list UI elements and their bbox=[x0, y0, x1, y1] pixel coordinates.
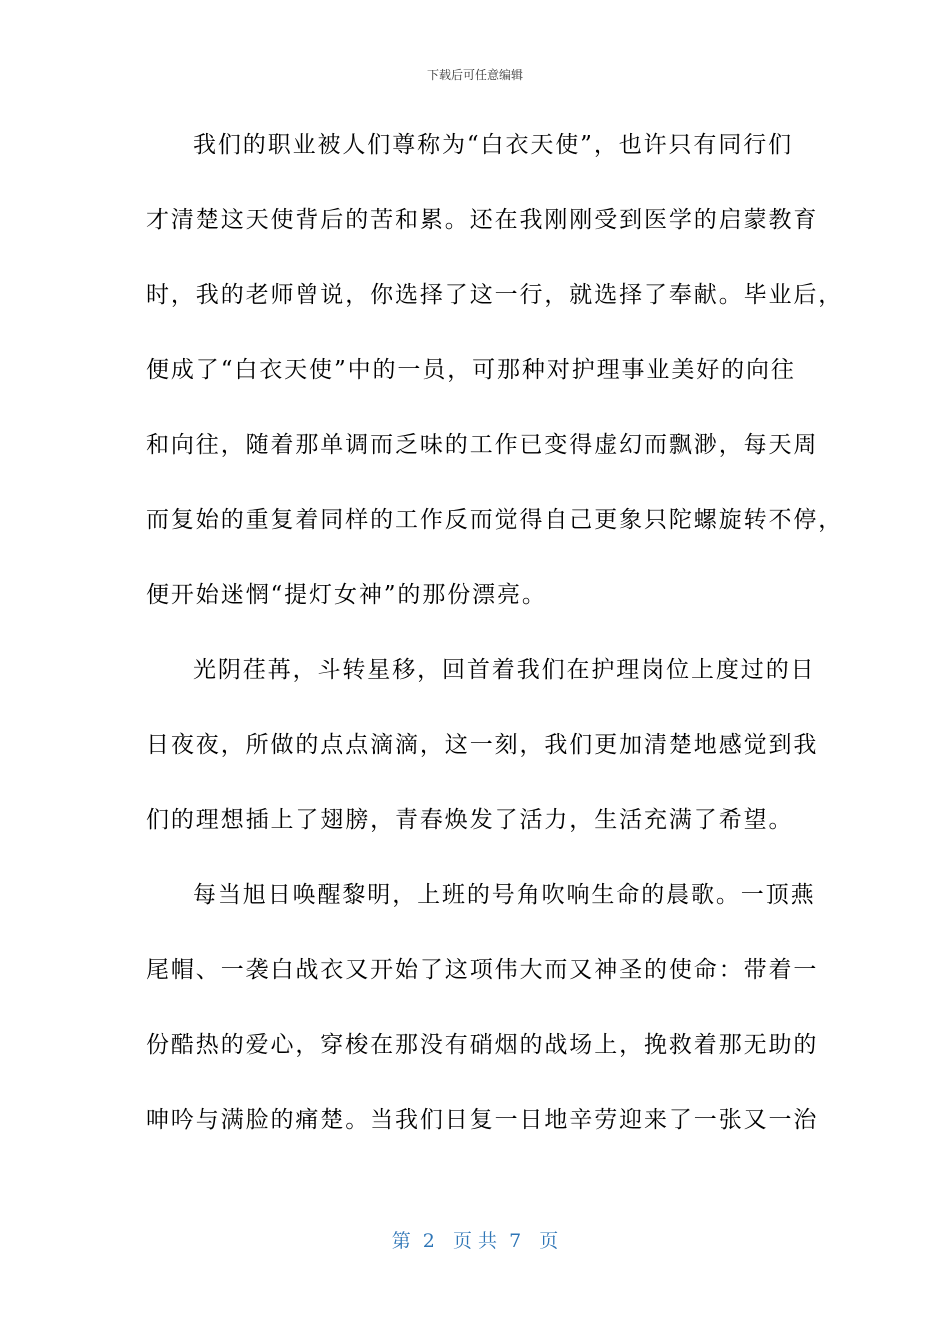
paragraph-1-line-7: 便开始迷惘“提灯女神”的那份漂亮。 bbox=[146, 582, 547, 608]
paragraph-2-line-1: 光阴荏苒，斗转星移，回首着我们在护理岗位上度过的日 bbox=[193, 657, 816, 683]
paragraph-1-line-2: 才清楚这天使背后的苦和累。还在我刚刚受到医学的启蒙教育 bbox=[146, 207, 819, 233]
paragraph-3-line-1: 每当旭日唤醒黎明，上班的号角吹响生命的晨歌。一顶燕 bbox=[193, 882, 816, 908]
paragraph-2-line-3: 们的理想插上了翅膀，青春焕发了活力，生活充满了希望。 bbox=[146, 807, 794, 833]
paragraph-3-line-4: 呻吟与满脸的痛楚。当我们日复一日地辛劳迎来了一张又一治 bbox=[146, 1107, 819, 1133]
paragraph-1-line-1: 我们的职业被人们尊称为“白衣天使”，也许只有同行们 bbox=[193, 132, 794, 158]
paragraph-2-line-2: 日夜夜，所做的点点滴滴，这一刻，我们更加清楚地感觉到我 bbox=[146, 732, 819, 758]
paragraph-3-line-2: 尾帽、一袭白战衣又开始了这项伟大而又神圣的使命：带着一 bbox=[146, 957, 819, 983]
paragraph-1-line-3: 时，我的老师曾说，你选择了这一行，就选择了奉献。毕业后， bbox=[146, 282, 844, 308]
page-number-footer: 第 2 页 共 7 页 bbox=[391, 1230, 559, 1252]
paragraph-1-line-5: 和向往，随着那单调而乏味的工作已变得虚幻而飘渺，每天周 bbox=[146, 432, 819, 458]
paragraph-1-line-6: 而复始的重复着同样的工作反而觉得自己更象只陀螺旋转不停， bbox=[146, 507, 844, 533]
paragraph-1-line-4: 便成了“白衣天使”中的一员，可那种对护理事业美好的向往 bbox=[146, 357, 796, 383]
paragraph-3-line-3: 份酷热的爱心，穿梭在那没有硝烟的战场上，挽救着那无助的 bbox=[146, 1032, 819, 1058]
header-note: 下载后可任意编辑 bbox=[426, 68, 523, 82]
